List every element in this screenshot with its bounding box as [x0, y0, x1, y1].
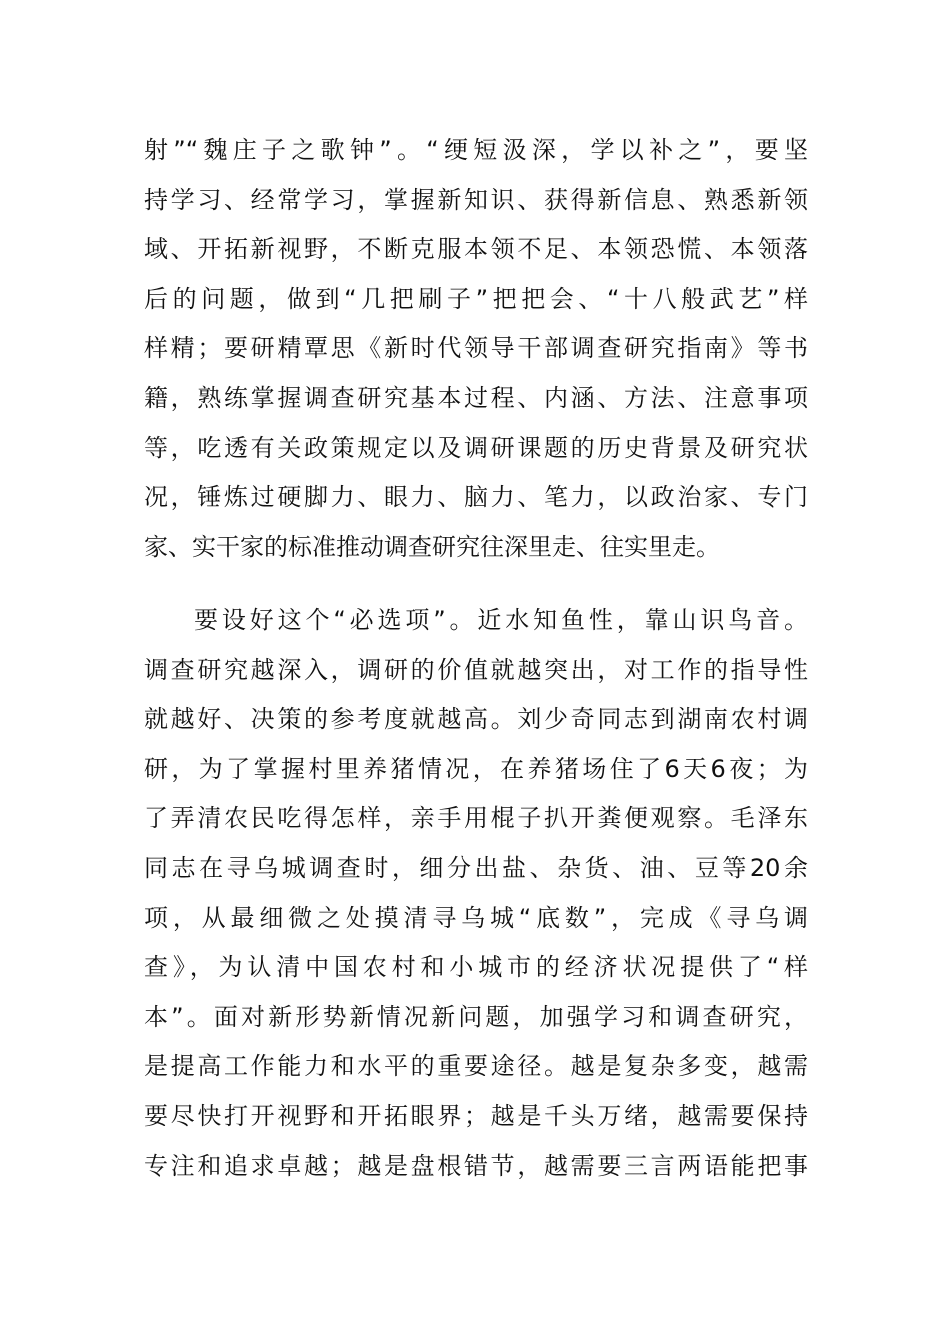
paragraph-line: 样精；要研精覃思《新时代领导干部调查研究指南》等书 [144, 334, 808, 363]
paragraph-line: 项，从最细微之处摸清寻乌城“底数”，完成《寻乌调 [144, 903, 808, 932]
paragraph-line: 本”。面对新形势新情况新问题，加强学习和调查研究， [144, 1002, 808, 1031]
paragraph-line: 要设好这个“必选项”。近水知鱼性，靠山识鸟音。 [194, 606, 808, 634]
paragraph-line: 研，为了掌握村里养猪情况，在养猪场住了6天6夜；为 [144, 754, 808, 783]
paragraph-line: 要尽快打开视野和开拓眼界；越是千头万绪，越需要保持 [144, 1101, 808, 1130]
paragraph-2 [144, 596, 808, 1191]
paragraph-line: 射”“魏庄子之歌钟”。“绠短汲深，学以补之”，要坚 [144, 136, 808, 164]
paragraph-line: 了弄清农民吃得怎样，亲手用棍子扒开粪便观察。毛泽东 [144, 804, 808, 833]
paragraph-line: 等，吃透有关政策规定以及调研课题的历史背景及研究状 [144, 433, 808, 462]
paragraph-line: 调查研究越深入，调研的价值就越突出，对工作的指导性 [144, 655, 808, 684]
paragraph-line: 查》，为认清中国农村和小城市的经济状况提供了“样 [144, 953, 808, 982]
paragraph-line: 域、开拓新视野，不断克服本领不足、本领恐慌、本领落 [144, 235, 808, 264]
paragraph-line: 况，锤炼过硬脚力、眼力、脑力、笔力，以政治家、专门 [144, 483, 808, 512]
paragraph-line: 专注和追求卓越；越是盘根错节，越需要三言两语能把事 [144, 1151, 808, 1180]
paragraph-line: 同志在寻乌城调查时，细分出盐、杂货、油、豆等20余 [144, 853, 808, 882]
paragraph-line: 家、实干家的标准推动调查研究往深里走、往实里走。 [144, 532, 720, 561]
paragraph-line: 是提高工作能力和水平的重要途径。越是复杂多变，越需 [144, 1052, 808, 1081]
paragraph-1 [144, 126, 808, 572]
paragraph-line: 就越好、决策的参考度就越高。刘少奇同志到湖南农村调 [144, 705, 808, 734]
paragraph-line: 持学习、经常学习，掌握新知识、获得新信息、熟悉新领 [144, 185, 808, 214]
paragraph-line: 籍，熟练掌握调查研究基本过程、内涵、方法、注意事项 [144, 383, 808, 412]
paragraph-line: 后的问题，做到“几把刷子”把把会、“十八般武艺”样 [144, 284, 808, 313]
